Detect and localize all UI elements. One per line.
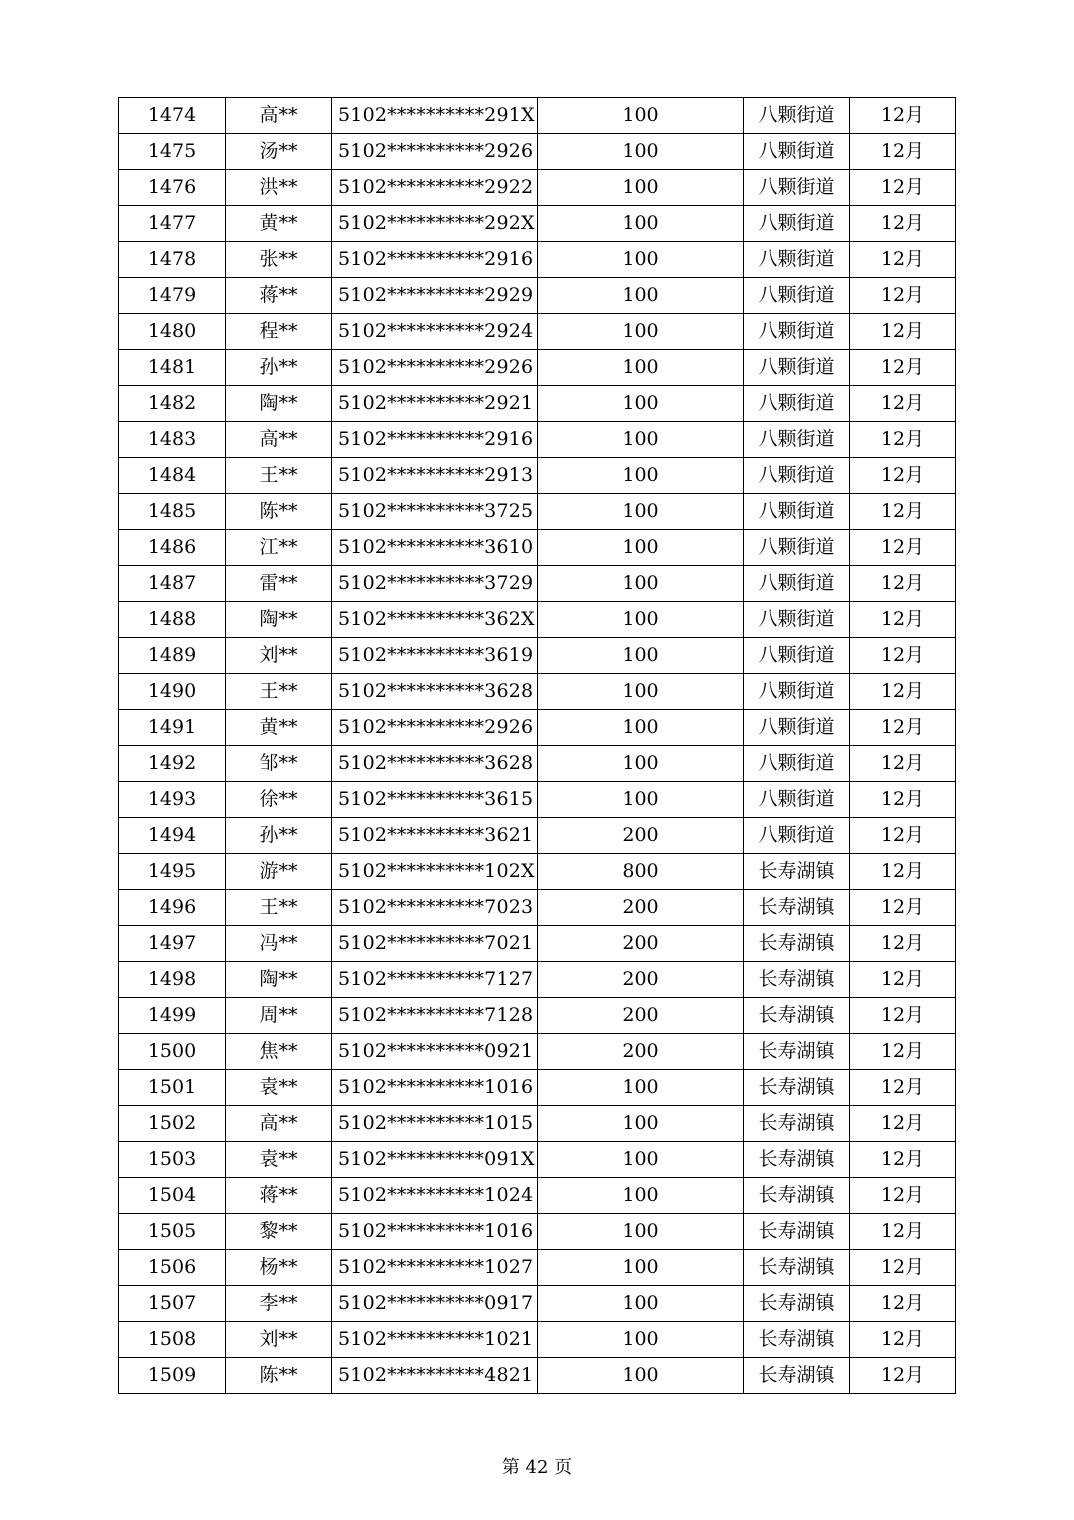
- month-cell: 12月: [850, 638, 956, 674]
- area-cell: 八颗街道: [744, 242, 850, 278]
- area-cell: 八颗街道: [744, 674, 850, 710]
- serial-cell: 1474: [119, 98, 226, 134]
- amount-cell: 100: [538, 242, 744, 278]
- area-cell: 八颗街道: [744, 638, 850, 674]
- month-cell: 12月: [850, 494, 956, 530]
- name-cell: 王**: [226, 458, 332, 494]
- area-cell: 长寿湖镇: [744, 1070, 850, 1106]
- table-row: [119, 602, 956, 638]
- table-row: [119, 350, 956, 386]
- area-cell: 长寿湖镇: [744, 1034, 850, 1070]
- table-row: [119, 782, 956, 818]
- id-number-cell: 5102**********2924: [332, 314, 538, 350]
- area-cell: 八颗街道: [744, 278, 850, 314]
- name-cell: 李**: [226, 1286, 332, 1322]
- name-cell: 焦**: [226, 1034, 332, 1070]
- month-cell: 12月: [850, 314, 956, 350]
- name-cell: 刘**: [226, 1322, 332, 1358]
- table-row: [119, 1250, 956, 1286]
- id-number-cell: 5102**********1015: [332, 1106, 538, 1142]
- id-number-cell: 5102**********291X: [332, 98, 538, 134]
- area-cell: 八颗街道: [744, 386, 850, 422]
- serial-cell: 1489: [119, 638, 226, 674]
- id-number-cell: 5102**********1027: [332, 1250, 538, 1286]
- serial-cell: 1507: [119, 1286, 226, 1322]
- data-table: [118, 97, 956, 1394]
- id-number-cell: 5102**********091X: [332, 1142, 538, 1178]
- table-row: [119, 1070, 956, 1106]
- table-row: [119, 314, 956, 350]
- serial-cell: 1480: [119, 314, 226, 350]
- month-cell: 12月: [850, 422, 956, 458]
- serial-cell: 1494: [119, 818, 226, 854]
- table-row: [119, 1322, 956, 1358]
- page-number: 第 42 页: [501, 1457, 573, 1478]
- month-cell: 12月: [850, 1358, 956, 1394]
- name-cell: 陈**: [226, 494, 332, 530]
- name-cell: 雷**: [226, 566, 332, 602]
- month-cell: 12月: [850, 746, 956, 782]
- serial-cell: 1481: [119, 350, 226, 386]
- table-row: [119, 1106, 956, 1142]
- amount-cell: 100: [538, 422, 744, 458]
- table-row: [119, 854, 956, 890]
- amount-cell: 200: [538, 1034, 744, 1070]
- serial-cell: 1493: [119, 782, 226, 818]
- area-cell: 长寿湖镇: [744, 1214, 850, 1250]
- month-cell: 12月: [850, 890, 956, 926]
- area-cell: 长寿湖镇: [744, 1322, 850, 1358]
- table-row: [119, 422, 956, 458]
- area-cell: 长寿湖镇: [744, 1358, 850, 1394]
- id-number-cell: 5102**********7021: [332, 926, 538, 962]
- name-cell: 张**: [226, 242, 332, 278]
- name-cell: 黄**: [226, 710, 332, 746]
- month-cell: 12月: [850, 710, 956, 746]
- area-cell: 长寿湖镇: [744, 1106, 850, 1142]
- month-cell: 12月: [850, 350, 956, 386]
- amount-cell: 100: [538, 782, 744, 818]
- amount-cell: 100: [538, 638, 744, 674]
- month-cell: 12月: [850, 1322, 956, 1358]
- id-number-cell: 5102**********0921: [332, 1034, 538, 1070]
- month-cell: 12月: [850, 1250, 956, 1286]
- month-cell: 12月: [850, 134, 956, 170]
- id-number-cell: 5102**********2913: [332, 458, 538, 494]
- table-body: [119, 98, 956, 1394]
- amount-cell: 100: [538, 206, 744, 242]
- id-number-cell: 5102**********2916: [332, 242, 538, 278]
- id-number-cell: 5102**********2929: [332, 278, 538, 314]
- name-cell: 袁**: [226, 1142, 332, 1178]
- month-cell: 12月: [850, 602, 956, 638]
- serial-cell: 1498: [119, 962, 226, 998]
- serial-cell: 1487: [119, 566, 226, 602]
- table-row: [119, 1142, 956, 1178]
- amount-cell: 100: [538, 278, 744, 314]
- serial-cell: 1477: [119, 206, 226, 242]
- area-cell: 长寿湖镇: [744, 962, 850, 998]
- area-cell: 长寿湖镇: [744, 1178, 850, 1214]
- id-number-cell: 5102**********292X: [332, 206, 538, 242]
- name-cell: 汤**: [226, 134, 332, 170]
- id-number-cell: 5102**********0917: [332, 1286, 538, 1322]
- id-number-cell: 5102**********3621: [332, 818, 538, 854]
- table-row: [119, 494, 956, 530]
- month-cell: 12月: [850, 530, 956, 566]
- amount-cell: 100: [538, 674, 744, 710]
- amount-cell: 100: [538, 1322, 744, 1358]
- area-cell: 长寿湖镇: [744, 1142, 850, 1178]
- id-number-cell: 5102**********2916: [332, 422, 538, 458]
- name-cell: 程**: [226, 314, 332, 350]
- name-cell: 洪**: [226, 170, 332, 206]
- area-cell: 长寿湖镇: [744, 1250, 850, 1286]
- amount-cell: 100: [538, 1106, 744, 1142]
- area-cell: 长寿湖镇: [744, 998, 850, 1034]
- table-row: [119, 242, 956, 278]
- name-cell: 陈**: [226, 1358, 332, 1394]
- id-number-cell: 5102**********3628: [332, 674, 538, 710]
- table-row: [119, 1214, 956, 1250]
- serial-cell: 1485: [119, 494, 226, 530]
- serial-cell: 1482: [119, 386, 226, 422]
- serial-cell: 1506: [119, 1250, 226, 1286]
- name-cell: 周**: [226, 998, 332, 1034]
- id-number-cell: 5102**********2926: [332, 710, 538, 746]
- name-cell: 刘**: [226, 638, 332, 674]
- amount-cell: 200: [538, 818, 744, 854]
- serial-cell: 1488: [119, 602, 226, 638]
- month-cell: 12月: [850, 962, 956, 998]
- serial-cell: 1476: [119, 170, 226, 206]
- area-cell: 八颗街道: [744, 134, 850, 170]
- name-cell: 陶**: [226, 962, 332, 998]
- table-row: [119, 206, 956, 242]
- area-cell: 八颗街道: [744, 818, 850, 854]
- amount-cell: 100: [538, 1214, 744, 1250]
- month-cell: 12月: [850, 386, 956, 422]
- amount-cell: 100: [538, 1070, 744, 1106]
- month-cell: 12月: [850, 1286, 956, 1322]
- name-cell: 王**: [226, 890, 332, 926]
- table-row: [119, 1358, 956, 1394]
- name-cell: 黄**: [226, 206, 332, 242]
- id-number-cell: 5102**********3628: [332, 746, 538, 782]
- serial-cell: 1505: [119, 1214, 226, 1250]
- area-cell: 八颗街道: [744, 422, 850, 458]
- id-number-cell: 5102**********1021: [332, 1322, 538, 1358]
- table-row: [119, 134, 956, 170]
- table-row: [119, 890, 956, 926]
- id-number-cell: 5102**********7127: [332, 962, 538, 998]
- area-cell: 长寿湖镇: [744, 1286, 850, 1322]
- id-number-cell: 5102**********1016: [332, 1214, 538, 1250]
- area-cell: 八颗街道: [744, 494, 850, 530]
- amount-cell: 100: [538, 1250, 744, 1286]
- serial-cell: 1509: [119, 1358, 226, 1394]
- amount-cell: 100: [538, 350, 744, 386]
- table-row: [119, 170, 956, 206]
- table-row: [119, 998, 956, 1034]
- name-cell: 陶**: [226, 386, 332, 422]
- amount-cell: 200: [538, 962, 744, 998]
- table-row: [119, 962, 956, 998]
- amount-cell: 100: [538, 530, 744, 566]
- name-cell: 游**: [226, 854, 332, 890]
- area-cell: 长寿湖镇: [744, 926, 850, 962]
- area-cell: 长寿湖镇: [744, 854, 850, 890]
- table-row: [119, 1178, 956, 1214]
- serial-cell: 1497: [119, 926, 226, 962]
- amount-cell: 100: [538, 566, 744, 602]
- serial-cell: 1484: [119, 458, 226, 494]
- amount-cell: 200: [538, 926, 744, 962]
- table-row: [119, 278, 956, 314]
- area-cell: 八颗街道: [744, 458, 850, 494]
- name-cell: 高**: [226, 422, 332, 458]
- month-cell: 12月: [850, 170, 956, 206]
- amount-cell: 100: [538, 1178, 744, 1214]
- table-row: [119, 530, 956, 566]
- month-cell: 12月: [850, 1034, 956, 1070]
- id-number-cell: 5102**********3615: [332, 782, 538, 818]
- area-cell: 八颗街道: [744, 98, 850, 134]
- amount-cell: 100: [538, 386, 744, 422]
- month-cell: 12月: [850, 1142, 956, 1178]
- serial-cell: 1501: [119, 1070, 226, 1106]
- amount-cell: 100: [538, 134, 744, 170]
- name-cell: 黎**: [226, 1214, 332, 1250]
- serial-cell: 1492: [119, 746, 226, 782]
- serial-cell: 1483: [119, 422, 226, 458]
- table-row: [119, 818, 956, 854]
- month-cell: 12月: [850, 674, 956, 710]
- name-cell: 孙**: [226, 350, 332, 386]
- name-cell: 徐**: [226, 782, 332, 818]
- area-cell: 八颗街道: [744, 782, 850, 818]
- amount-cell: 100: [538, 1358, 744, 1394]
- amount-cell: 100: [538, 314, 744, 350]
- month-cell: 12月: [850, 1178, 956, 1214]
- area-cell: 八颗街道: [744, 566, 850, 602]
- serial-cell: 1490: [119, 674, 226, 710]
- id-number-cell: 5102**********2922: [332, 170, 538, 206]
- name-cell: 邹**: [226, 746, 332, 782]
- table-row: [119, 746, 956, 782]
- amount-cell: 800: [538, 854, 744, 890]
- name-cell: 王**: [226, 674, 332, 710]
- id-number-cell: 5102**********2926: [332, 350, 538, 386]
- amount-cell: 100: [538, 170, 744, 206]
- serial-cell: 1502: [119, 1106, 226, 1142]
- area-cell: 八颗街道: [744, 350, 850, 386]
- month-cell: 12月: [850, 854, 956, 890]
- month-cell: 12月: [850, 926, 956, 962]
- serial-cell: 1503: [119, 1142, 226, 1178]
- table-row: [119, 926, 956, 962]
- amount-cell: 100: [538, 98, 744, 134]
- month-cell: 12月: [850, 998, 956, 1034]
- table-row: [119, 566, 956, 602]
- area-cell: 长寿湖镇: [744, 890, 850, 926]
- id-number-cell: 5102**********3725: [332, 494, 538, 530]
- id-number-cell: 5102**********2921: [332, 386, 538, 422]
- area-cell: 八颗街道: [744, 314, 850, 350]
- serial-cell: 1504: [119, 1178, 226, 1214]
- area-cell: 八颗街道: [744, 206, 850, 242]
- amount-cell: 100: [538, 1142, 744, 1178]
- amount-cell: 100: [538, 602, 744, 638]
- id-number-cell: 5102**********7128: [332, 998, 538, 1034]
- table-row: [119, 1034, 956, 1070]
- amount-cell: 100: [538, 494, 744, 530]
- id-number-cell: 5102**********3729: [332, 566, 538, 602]
- id-number-cell: 5102**********362X: [332, 602, 538, 638]
- name-cell: 高**: [226, 1106, 332, 1142]
- serial-cell: 1499: [119, 998, 226, 1034]
- id-number-cell: 5102**********4821: [332, 1358, 538, 1394]
- month-cell: 12月: [850, 1070, 956, 1106]
- table-row: [119, 386, 956, 422]
- month-cell: 12月: [850, 98, 956, 134]
- table-row: [119, 638, 956, 674]
- amount-cell: 100: [538, 458, 744, 494]
- month-cell: 12月: [850, 458, 956, 494]
- table-row: [119, 710, 956, 746]
- table-row: [119, 458, 956, 494]
- serial-cell: 1491: [119, 710, 226, 746]
- month-cell: 12月: [850, 818, 956, 854]
- name-cell: 杨**: [226, 1250, 332, 1286]
- month-cell: 12月: [850, 206, 956, 242]
- table-row: [119, 1286, 956, 1322]
- name-cell: 陶**: [226, 602, 332, 638]
- amount-cell: 100: [538, 1286, 744, 1322]
- area-cell: 八颗街道: [744, 710, 850, 746]
- month-cell: 12月: [850, 782, 956, 818]
- id-number-cell: 5102**********1016: [332, 1070, 538, 1106]
- month-cell: 12月: [850, 242, 956, 278]
- serial-cell: 1486: [119, 530, 226, 566]
- table-row: [119, 98, 956, 134]
- id-number-cell: 5102**********3619: [332, 638, 538, 674]
- id-number-cell: 5102**********3610: [332, 530, 538, 566]
- id-number-cell: 5102**********7023: [332, 890, 538, 926]
- month-cell: 12月: [850, 566, 956, 602]
- amount-cell: 100: [538, 746, 744, 782]
- serial-cell: 1495: [119, 854, 226, 890]
- table-row: [119, 674, 956, 710]
- month-cell: 12月: [850, 278, 956, 314]
- name-cell: 冯**: [226, 926, 332, 962]
- serial-cell: 1508: [119, 1322, 226, 1358]
- serial-cell: 1478: [119, 242, 226, 278]
- amount-cell: 200: [538, 998, 744, 1034]
- amount-cell: 200: [538, 890, 744, 926]
- serial-cell: 1479: [119, 278, 226, 314]
- name-cell: 蒋**: [226, 278, 332, 314]
- serial-cell: 1475: [119, 134, 226, 170]
- name-cell: 袁**: [226, 1070, 332, 1106]
- id-number-cell: 5102**********1024: [332, 1178, 538, 1214]
- month-cell: 12月: [850, 1106, 956, 1142]
- name-cell: 江**: [226, 530, 332, 566]
- amount-cell: 100: [538, 710, 744, 746]
- area-cell: 八颗街道: [744, 170, 850, 206]
- name-cell: 高**: [226, 98, 332, 134]
- name-cell: 蒋**: [226, 1178, 332, 1214]
- serial-cell: 1496: [119, 890, 226, 926]
- id-number-cell: 5102**********2926: [332, 134, 538, 170]
- serial-cell: 1500: [119, 1034, 226, 1070]
- area-cell: 八颗街道: [744, 602, 850, 638]
- month-cell: 12月: [850, 1214, 956, 1250]
- name-cell: 孙**: [226, 818, 332, 854]
- id-number-cell: 5102**********102X: [332, 854, 538, 890]
- area-cell: 八颗街道: [744, 746, 850, 782]
- area-cell: 八颗街道: [744, 530, 850, 566]
